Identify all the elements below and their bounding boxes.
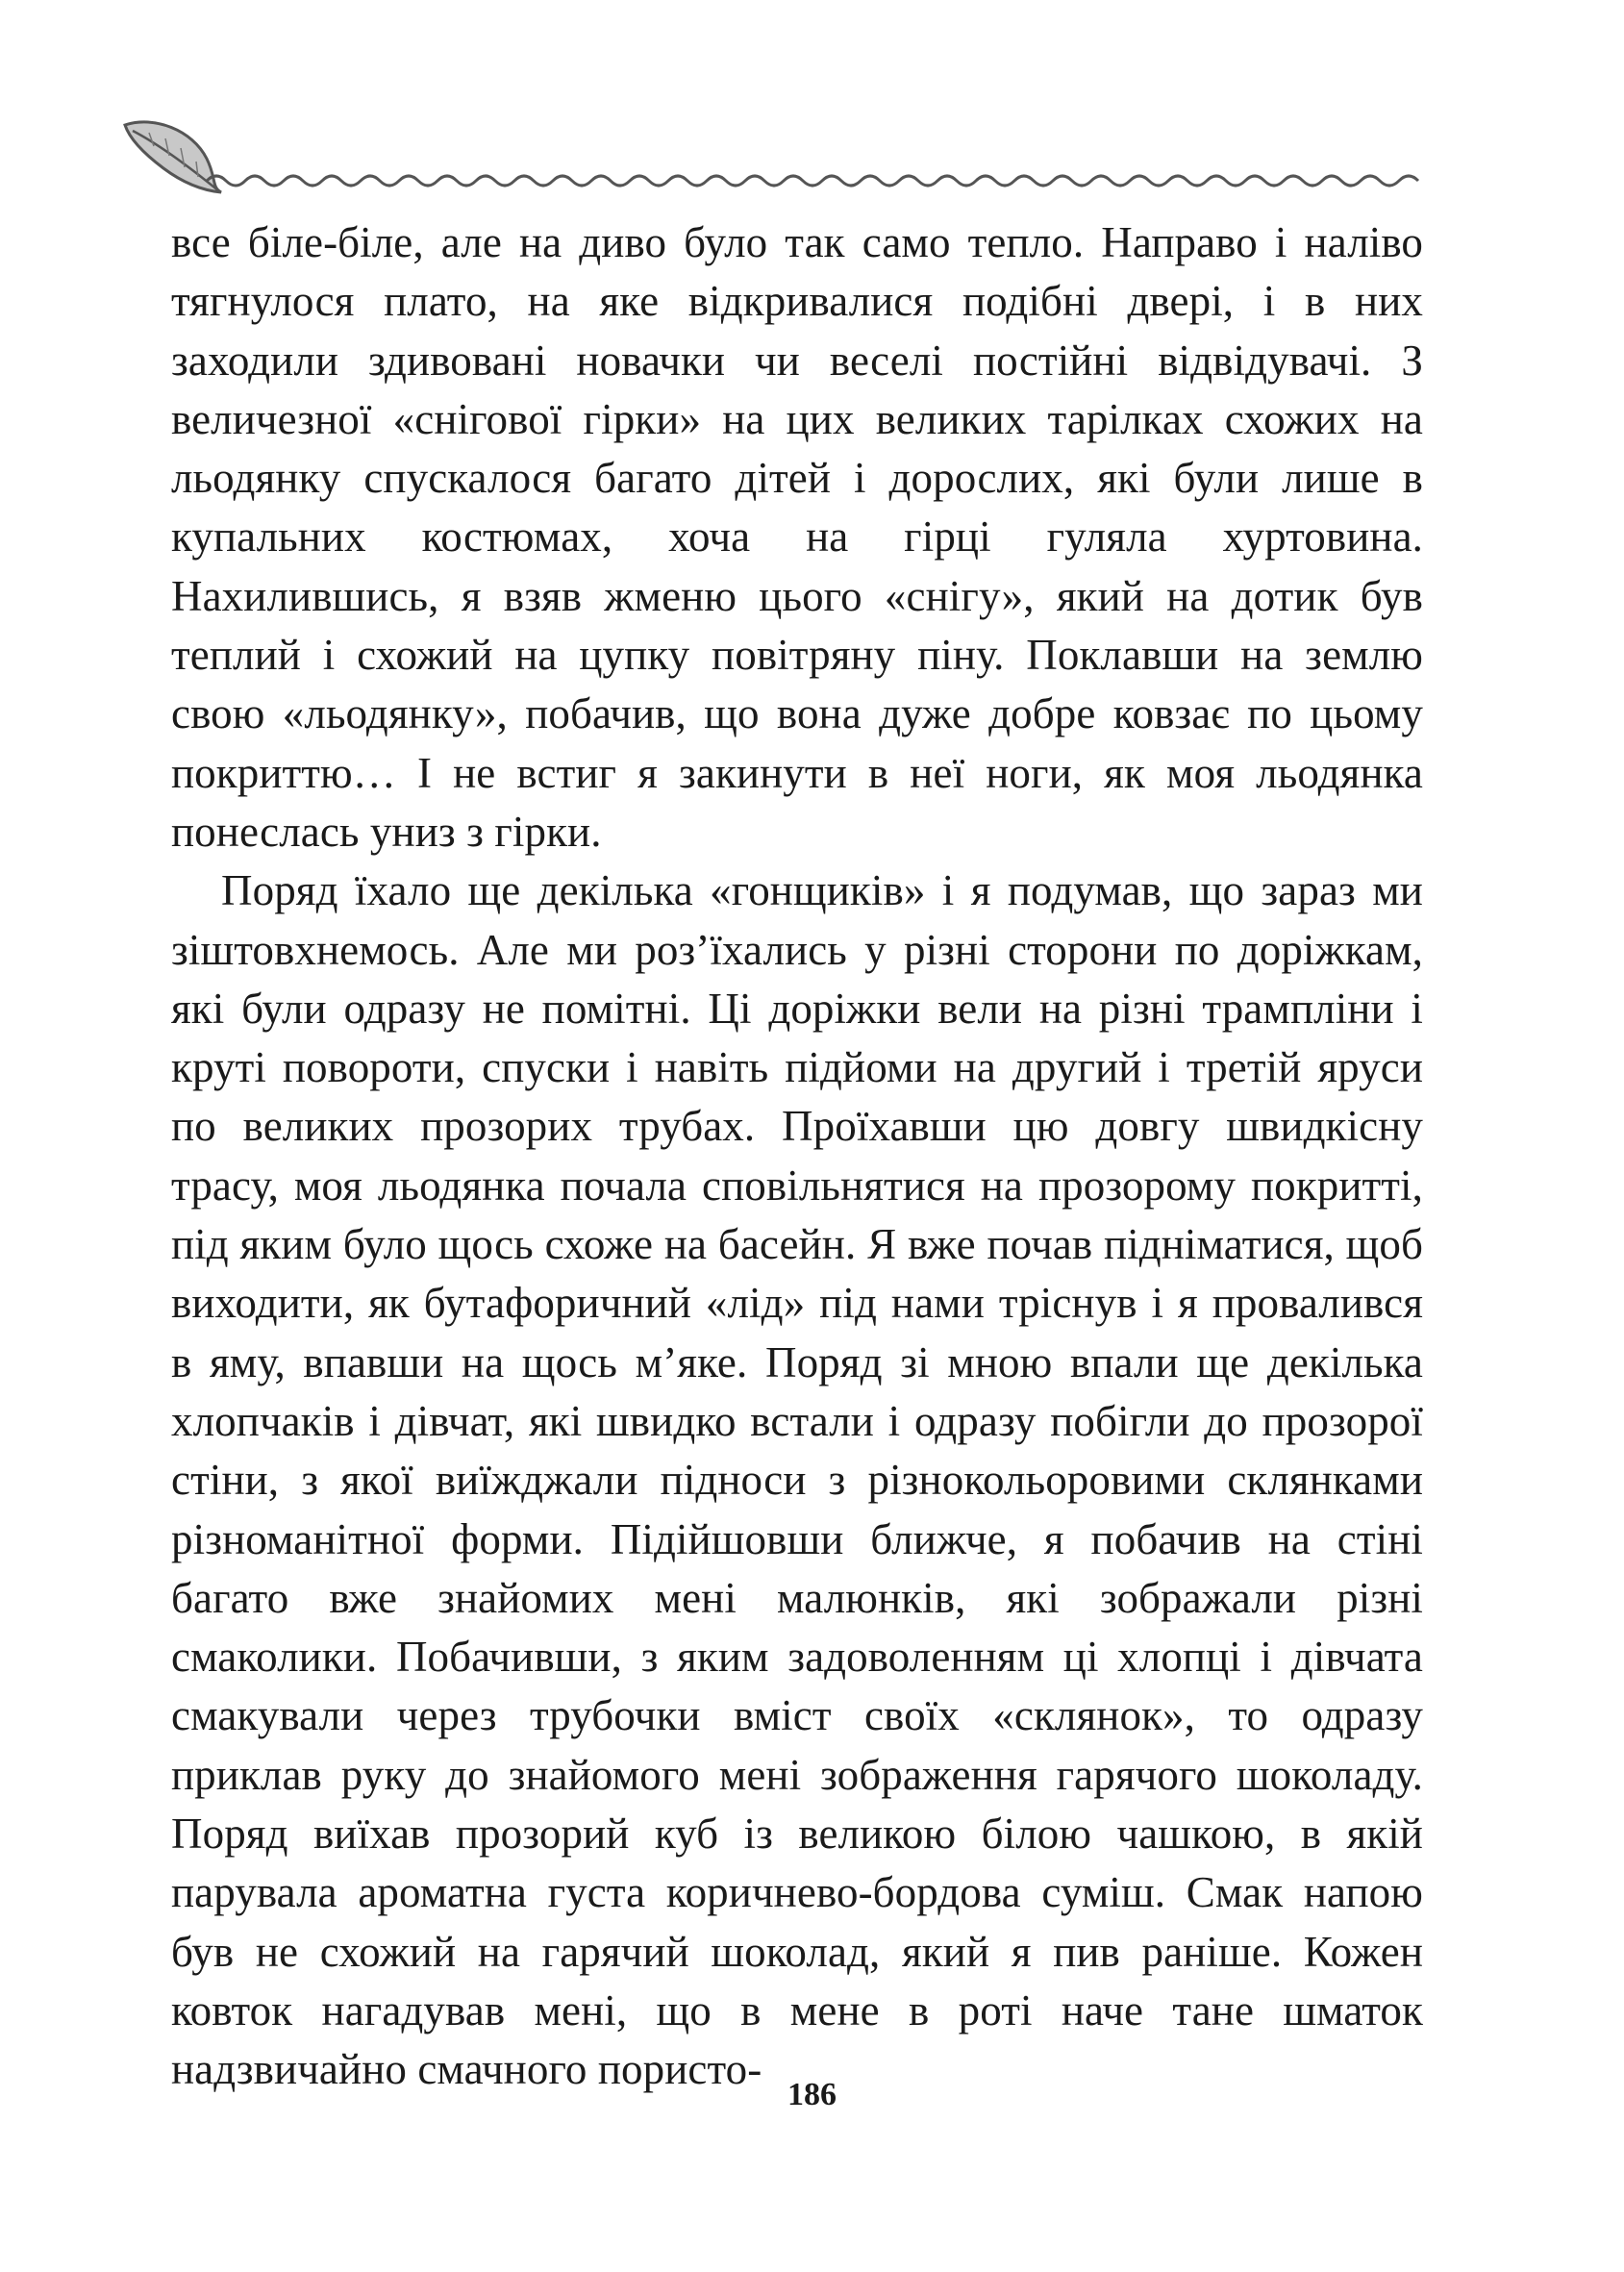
wave-line xyxy=(207,176,1418,186)
body-text xyxy=(171,213,1423,2100)
paragraph-1: все біле-біле, але на диво було так само тепло. Направо і наліво тягнулося плато, на яке відкривалися подібні двері, і в них заходили здивовані новачки чи веселі постійні відвідувачі. З величезної «снігової гірки» на цих великих тарілках схожих на льодянку спускалося багато дітей і дорослих, які були лише в купальних костюмах, хоча на гірці гуляла хуртовина. Нахилившись, я взяв жменю цього «снігу», який на дотик був теплий і схожий на цупку повітряну піну. Поклавши на землю свою «льодянку», побачив, що вона дуже добре ковзає по цьому покриттю… І не встиг я закинути в неї ноги, як моя льодянка понеслась униз з гірки. xyxy=(171,218,1423,856)
page-number: 186 xyxy=(787,2077,837,2112)
leaf-icon xyxy=(125,122,221,192)
paragraph-2: Поряд їхало ще декілька «гонщиків» і я подумав, що зараз ми зіштовхнемось. Але ми роз’їхались у різні сторони по доріжкам, які були одразу не помітні. Ці доріжки вели на різні трампліни і круті повороти, спуски і навіть підйоми на другий і третій яруси по великих прозорих трубах. Проїхавши цю довгу швидкісну трасу, моя льодянка почала сповільнятися на прозорому покритті, під яким було щось схоже на басейн. Я вже почав підніматися, щоб виходити, як бутафоричний «лід» під нами тріснув і я провалився в яму, впавши на щось м’яке. Поряд зі мною впали ще декілька хлопчаків і дівчат, які швидко встали і одразу побігли до прозорої стіни, з якої виїжджали підноси з різнокольоровими склянками різноманітної форми. Підійшовши ближче, я побачив на стіні багато вже знайомих мені малюнків, які зображали різні смаколики. Побачивши, з яким задоволенням ці хлопці і дівчата смакували через трубочки вміст своїх «склянок», то одразу приклав руку до знайомого мені зображення гарячого шоколаду. Поряд виїхав прозорий куб із великою білою чашкою, в якій парувала ароматна густа коричнево-бордова суміш. Смак напою був не схожий на гарячий шоколад, який я пив раніше. Кожен ковток нагадував мені, що в мене в роті наче тане шматок надзвичайно смачного пористо- xyxy=(171,866,1423,2094)
leaf-wave-ornament-icon xyxy=(115,106,1433,202)
